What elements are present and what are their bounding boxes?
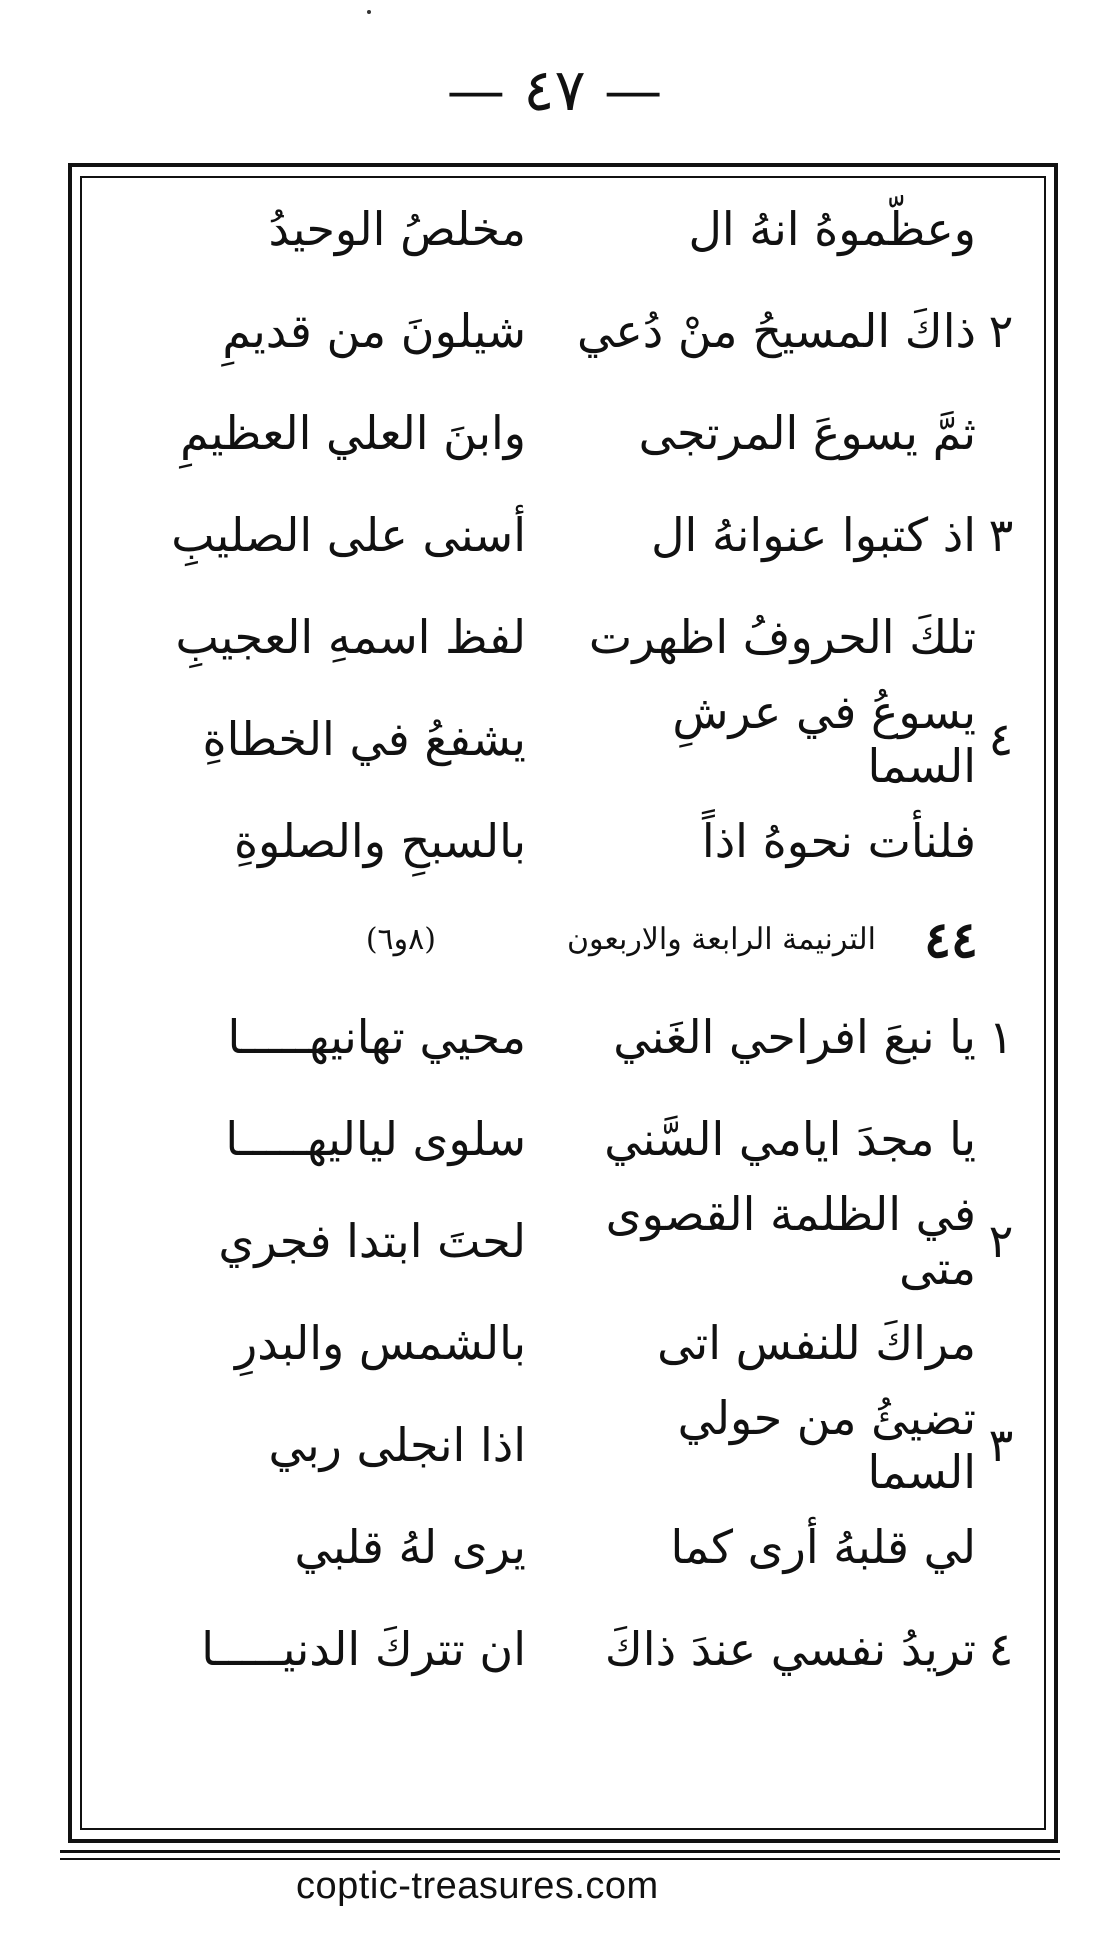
verse-number: ٤ [988,1622,1014,1676]
verse-line [100,280,1026,382]
verse-line [100,1598,1026,1700]
hemistich-first: يا نبعَ افراحي الغَني [613,1010,976,1064]
hemistich-second: سلوى لياليهـــــا [225,1112,526,1166]
hemistich-first: يا مجدَ ايامي السَّني [604,1112,976,1166]
hemistich-second: يشفعُ في الخطاةِ [202,712,526,766]
hemistich-first: تريدُ نفسي عندَ ذاكَ [604,1622,976,1676]
verse-line [100,1187,1026,1295]
hemistich-first: تضيئُ من حولي السما [677,1391,976,1499]
verse-number: ٤ [988,712,1014,766]
hemistich-second: أسنى على الصليبِ [171,508,526,562]
hemistich-first: فلنأت نحوهُ اذاً [701,814,976,868]
hymn-meter: (٨و٦) [365,921,436,957]
hemistich-second: لحتَ ابتدا فجري [218,1214,526,1268]
hemistich-first: ذاكَ المسيحُ منْ دُعي [577,304,976,358]
verse-line [100,986,1026,1088]
verse-line [100,586,1026,688]
verse-number: ٢ [988,1214,1014,1268]
page-number: — ٤٧ — [446,56,663,124]
hemistich-second: شيلونَ من قديمِ [222,304,526,358]
verse-line [100,178,1026,280]
verse-line [100,1088,1026,1190]
verse-number: ٢ [988,304,1014,358]
hemistich-second: ان تتركَ الدنيـــــا [201,1622,526,1676]
hymn-number: ٤٤ [924,909,978,969]
bottom-rule-thin [60,1858,1060,1860]
hemistich-first: في الظلمة القصوى متى [605,1187,976,1295]
hemistich-second: بالشمس والبدرِ [235,1316,526,1370]
verse-line [100,790,1026,892]
hymn-heading [100,892,1026,986]
verse-line [100,484,1026,586]
verse-number: ٣ [988,1418,1014,1472]
verse-line [100,1496,1026,1598]
hemistich-second: اذا انجلى ربي [268,1418,526,1472]
hymn-title: الترنيمة الرابعة والاربعون [566,921,876,957]
verse-line [100,1292,1026,1394]
hemistich-second: يرى لهُ قلبي [294,1520,526,1574]
scan-speck [367,10,371,14]
hemistich-second: مخلصُ الوحيدُ [268,202,526,256]
hemistich-first: ثمَّ يسوعَ المرتجى [638,406,976,460]
hemistich-first: لي قلبهُ أرى كما [670,1520,976,1574]
verse-number: ١ [988,1010,1014,1064]
hemistich-first: يسوعُ في عرشِ السما [672,685,976,793]
hemistich-second: بالسبحِ والصلوةِ [233,814,526,868]
hemistich-second: لفظ اسمهِ العجيبِ [175,610,526,664]
verse-line [100,1391,1026,1499]
hemistich-first: اذ كتبوا عنوانهُ ال [651,508,976,562]
verse-line [100,685,1026,793]
hemistich-first: تلكَ الحروفُ اظهرت [588,610,976,664]
hemistich-second: محيي تهانيهـــــا [227,1010,526,1064]
verse-line [100,382,1026,484]
verse-number: ٣ [988,508,1014,562]
hemistich-second: وابنَ العلي العظيمِ [180,406,526,460]
site-watermark: coptic-treasures.com [296,1865,659,1907]
hemistich-first: وعظّموهُ انهُ ال [688,202,976,256]
hemistich-first: مراكَ للنفس اتى [657,1316,976,1370]
bottom-rule [60,1850,1060,1853]
poem-content [100,178,1026,1700]
